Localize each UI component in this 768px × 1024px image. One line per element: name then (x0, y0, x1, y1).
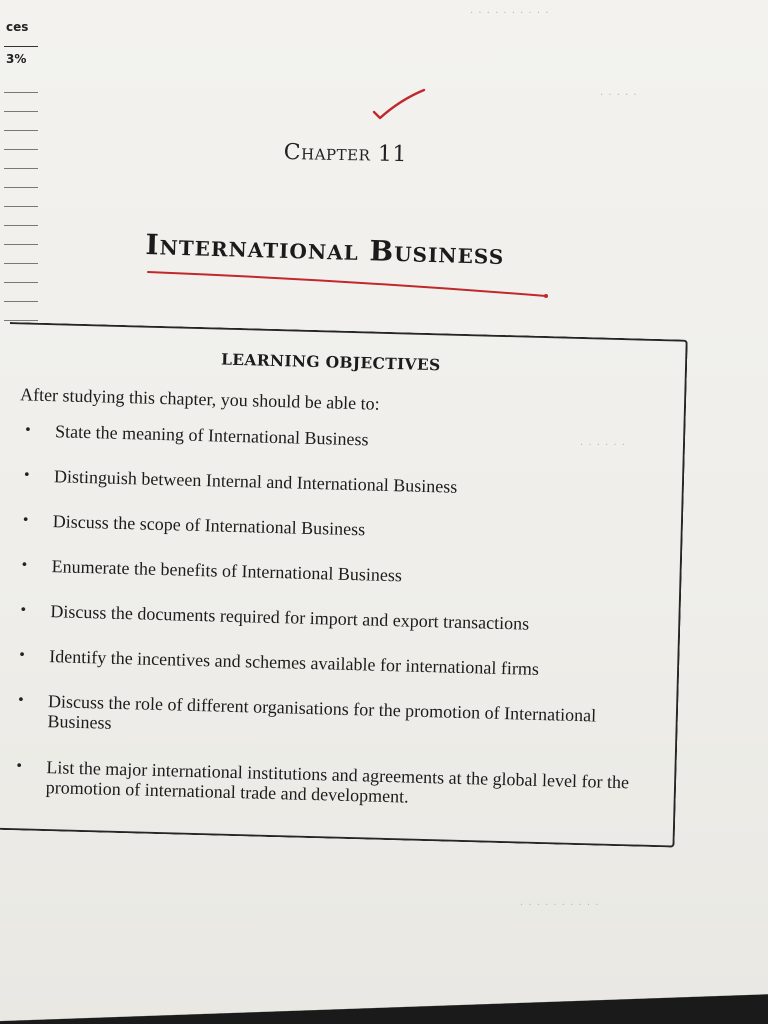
objectives-intro: After studying this chapter, you should be able to: (19, 384, 380, 414)
list-item: • Enumerate the benefits of International Business (21, 556, 403, 586)
bullet-icon: • (20, 601, 27, 619)
red-underline-mark (146, 266, 556, 306)
bleed-through: · · · · · (600, 90, 638, 101)
learning-objectives-heading: LEARNING OBJECTIVES (220, 349, 441, 375)
previous-page-rule (4, 46, 38, 47)
chapter-title: International Business (145, 228, 505, 272)
list-item: • Identify the incentives and schemes available for international firms (19, 646, 540, 679)
list-item: • List the major international institutions and agreements at the global level for the promotion of international trade and development. (16, 757, 630, 807)
bullet-icon: • (17, 691, 24, 709)
bullet-icon: • (23, 466, 30, 484)
page-edge-shadow (0, 984, 768, 1024)
learning-objectives-box (0, 322, 688, 848)
bleed-through: · · · · · · · · · · (520, 900, 600, 911)
list-item: • Distinguish between Internal and International Business (23, 466, 458, 497)
objectives-list (0, 420, 667, 839)
bleed-through: · · · · · · (580, 440, 626, 451)
previous-page-lines (4, 76, 38, 336)
bleed-through: · · · · · · · · · · (470, 8, 550, 19)
list-item: • Discuss the scope of International Business (22, 511, 366, 540)
bullet-icon: • (22, 511, 29, 529)
bullet-icon: • (16, 757, 23, 775)
bullet-icon: • (24, 421, 32, 439)
bullet-icon: • (21, 556, 28, 574)
previous-page-fragment-2: 3% (6, 52, 27, 66)
bullet-icon: • (19, 646, 26, 664)
list-item: • State the meaning of International Business (24, 421, 369, 450)
list-item: • Discuss the documents required for import and export transactions (20, 601, 530, 634)
chapter-label: Chapter 11 (283, 140, 408, 168)
previous-page-fragment-1: ces (6, 20, 29, 34)
list-item: • Discuss the role of different organisations for the promotion of International Business (17, 691, 597, 733)
red-checkmark-icon (366, 86, 436, 126)
